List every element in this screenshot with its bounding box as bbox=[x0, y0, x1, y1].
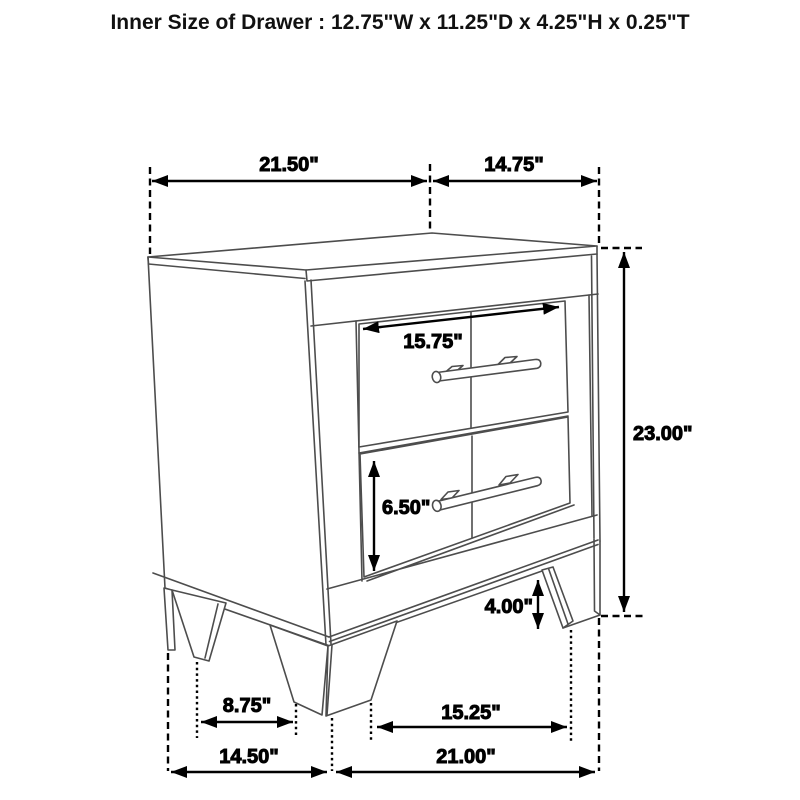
dim-label: 21.50" bbox=[259, 154, 319, 176]
front-left-leg-front-face bbox=[326, 621, 397, 716]
dim-label: 14.75" bbox=[484, 154, 544, 176]
dim-side-leg-spacing bbox=[201, 695, 293, 722]
top-surface bbox=[148, 233, 597, 270]
back-left-leg-face bbox=[172, 590, 226, 661]
dim-front-leg-spacing bbox=[377, 702, 567, 727]
dim-overall-width bbox=[152, 154, 427, 181]
front-left-leg-side-face bbox=[270, 625, 328, 715]
dim-label: 4.00" bbox=[484, 596, 533, 618]
back-left-leg bbox=[164, 588, 175, 650]
dim-label: 23.00" bbox=[633, 423, 693, 445]
diagram-title: Inner Size of Drawer : 12.75"W x 11.25"D x 4.25"H x 0.25"T bbox=[110, 11, 690, 34]
dim-base-depth bbox=[171, 746, 327, 772]
dim-label: 15.75" bbox=[403, 331, 463, 353]
dim-label: 14.50" bbox=[219, 746, 279, 768]
left-side-panel bbox=[148, 257, 330, 646]
dim-label: 15.25" bbox=[441, 702, 501, 724]
dim-label: 8.75" bbox=[222, 695, 272, 717]
front-left-corner-edge bbox=[305, 280, 331, 645]
dim-overall-height bbox=[624, 252, 693, 612]
dim-label: 21.00" bbox=[436, 746, 496, 768]
dim-leg-height bbox=[485, 580, 538, 629]
front-right-leg bbox=[542, 567, 573, 628]
dim-overall-depth bbox=[433, 154, 597, 181]
dim-base-width bbox=[336, 746, 595, 772]
front-right-corner-edge bbox=[592, 254, 601, 541]
dim-label: 6.50" bbox=[382, 497, 431, 519]
back-right-leg bbox=[594, 539, 600, 615]
